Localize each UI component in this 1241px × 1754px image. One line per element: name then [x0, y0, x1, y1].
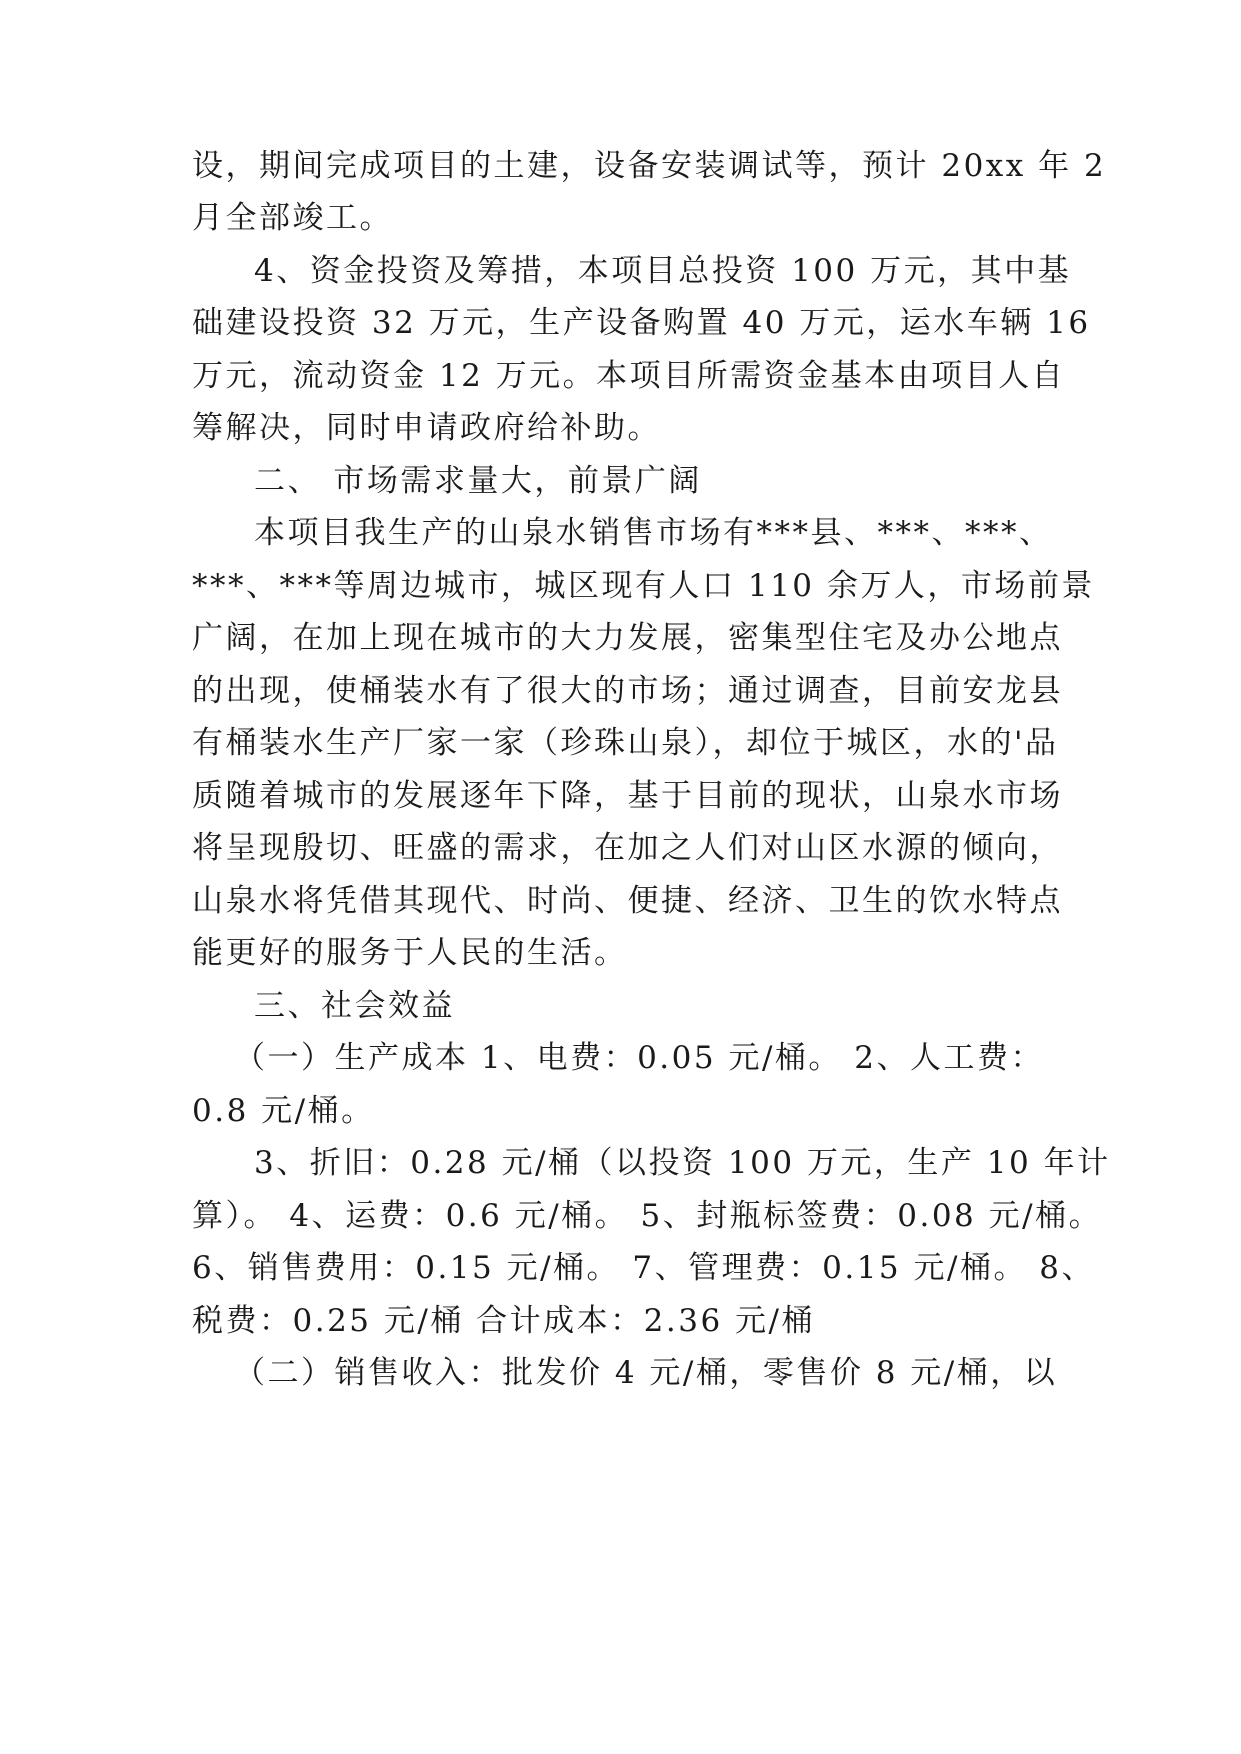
- text-line-24: （二）销售收入：批发价 4 元/桶，零售价 8 元/桶，以: [234, 1355, 1058, 1391]
- text-line-1: 设，期间完成项目的土建，设备安装调试等，预计 20xx 年 2: [192, 148, 1107, 184]
- text-line-4: 础建设投资 32 万元，生产设备购置 40 万元，运水车辆 16: [192, 305, 1091, 341]
- text-line-18: （一）生产成本 1、电费：0.05 元/桶。 2、人工费：: [234, 1040, 1044, 1076]
- text-line-23: 税费：0.25 元/桶 合计成本：2.36 元/桶: [192, 1303, 815, 1339]
- text-line-11: 的出现，使桶装水有了很大的市场；通过调查，目前安龙县: [192, 673, 1063, 709]
- text-line-14: 将呈现殷切、旺盛的需求，在加之人们对山区水源的倾向，: [192, 830, 1063, 866]
- text-line-3: 4、资金投资及筹措，本项目总投资 100 万元，其中基: [254, 253, 1072, 289]
- text-line-6: 筹解决，同时申请政府给补助。: [192, 410, 661, 446]
- text-line-10: 广阔，在加上现在城市的大力发展，密集型住宅及办公地点: [192, 620, 1063, 656]
- text-line-12: 有桶装水生产厂家一家（珍珠山泉），却位于城区，水的'品: [192, 725, 1059, 761]
- text-line-19: 0.8 元/桶。: [192, 1093, 375, 1129]
- text-line-15: 山泉水将凭借其现代、时尚、便捷、经济、卫生的饮水特点: [192, 883, 1063, 919]
- text-line-22: 6、销售费用：0.15 元/桶。 7、管理费：0.15 元/桶。 8、: [192, 1250, 1096, 1286]
- text-line-9: ***、***等周边城市，城区现有人口 110 余万人，市场前景: [192, 568, 1095, 604]
- text-line-2: 月全部竣工。: [192, 200, 393, 236]
- text-line-20: 3、折旧：0.28 元/桶（以投资 100 万元，生产 10 年计: [254, 1145, 1111, 1181]
- text-line-8: 本项目我生产的山泉水销售市场有***县、***、***、: [254, 515, 1053, 551]
- text-line-21: 算）。 4、运费：0.6 元/桶。 5、封瓶标签费：0.08 元/桶。: [192, 1198, 1103, 1234]
- text-line-16: 能更好的服务于人民的生活。: [192, 935, 628, 971]
- section-heading-market: 二、 市场需求量大，前景广阔: [254, 463, 702, 499]
- section-heading-social-benefit: 三、社会效益: [254, 988, 455, 1024]
- text-line-5: 万元，流动资金 12 万元。本项目所需资金基本由项目人自: [192, 358, 1066, 394]
- text-line-13: 质随着城市的发展逐年下降，基于目前的现状，山泉水市场: [192, 778, 1063, 814]
